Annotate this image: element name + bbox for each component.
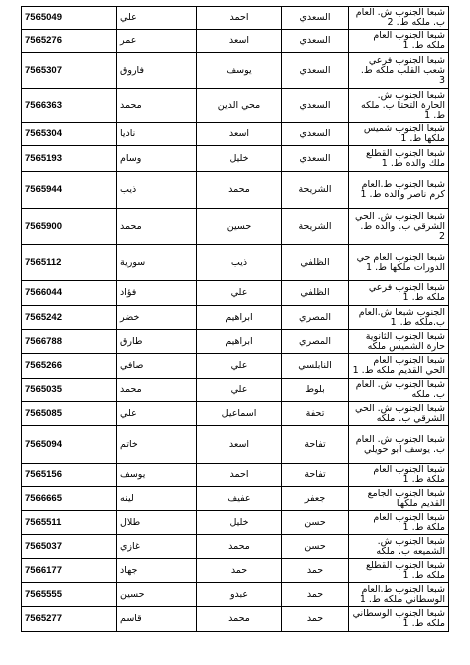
family-name-cell: تفاحة <box>282 426 349 464</box>
family-name-cell: الظلفي <box>282 245 349 281</box>
phone-cell: 7565037 <box>22 535 117 559</box>
phone-cell: 7565035 <box>22 379 117 402</box>
table-row <box>22 209 449 245</box>
first-name-cell: جهاد <box>117 559 197 583</box>
family-name-cell: السعدي <box>282 89 349 123</box>
phone-cell: 7566665 <box>22 487 117 511</box>
first-name-cell: يوسف <box>117 464 197 487</box>
phone-cell: 7565276 <box>22 30 117 53</box>
father-name-cell: خليل <box>197 511 282 535</box>
family-name-cell: السعدي <box>282 30 349 53</box>
father-name-cell: احمد <box>197 7 282 30</box>
address-cell: شبعا الجنوب الوسطاني ملكه ط. 1 <box>349 607 449 632</box>
address-cell: شبعا الجنوب العام ملكة ط. 1 <box>349 511 449 535</box>
family-name-cell: النابلسي <box>282 354 349 379</box>
father-name-cell: حسين <box>197 209 282 245</box>
address-cell: شبعا الجنوب العام ملكه ط. 1 <box>349 30 449 53</box>
phone-cell: 7566177 <box>22 559 117 583</box>
father-name-cell: ذيب <box>197 245 282 281</box>
address-cell: شبعا الجنوب القطلع ملكه ط. 1 <box>349 559 449 583</box>
phone-cell: 7565277 <box>22 607 117 632</box>
family-name-cell: جعفر <box>282 487 349 511</box>
table-row <box>22 379 449 402</box>
phone-cell: 7565266 <box>22 354 117 379</box>
table-row <box>22 123 449 146</box>
first-name-cell: سورية <box>117 245 197 281</box>
first-name-cell: غازي <box>117 535 197 559</box>
father-name-cell: محي الدين <box>197 89 282 123</box>
address-cell: شبعا الجنوب ش. الحي الشرقي ب. والده ط. 2 <box>349 209 449 245</box>
family-name-cell: السعدي <box>282 123 349 146</box>
family-name-cell: المصري <box>282 330 349 354</box>
family-name-cell: حمد <box>282 559 349 583</box>
family-name-cell: حمد <box>282 583 349 607</box>
father-name-cell: ابراهيم <box>197 306 282 330</box>
table-row <box>22 511 449 535</box>
table-row <box>22 330 449 354</box>
first-name-cell: محمد <box>117 209 197 245</box>
phone-cell: 7565094 <box>22 426 117 464</box>
family-name-cell: السعدي <box>282 146 349 172</box>
family-name-cell: تفاحة <box>282 464 349 487</box>
address-cell: شبعا الجنوب ش. الحي الشرقي ب. ملكه <box>349 402 449 426</box>
father-name-cell: خليل <box>197 146 282 172</box>
first-name-cell: ذيب <box>117 172 197 209</box>
first-name-cell: محمد <box>117 89 197 123</box>
family-name-cell: تحفة <box>282 402 349 426</box>
phone-cell: 7565304 <box>22 123 117 146</box>
address-cell: شبعا الجنوب العام ملكة ط. 1 <box>349 464 449 487</box>
table-row <box>22 53 449 89</box>
first-name-cell: طلال <box>117 511 197 535</box>
table-body <box>22 7 449 632</box>
table-row <box>22 281 449 306</box>
address-cell: شبعا الجنوب شميس ملكها ط. 1 <box>349 123 449 146</box>
address-cell: شبعا الجنوب ش. العام ب. يوسف ابو حويلي <box>349 426 449 464</box>
first-name-cell: طارق <box>117 330 197 354</box>
family-name-cell: حسن <box>282 535 349 559</box>
address-cell: شبعا الجنوب القطلع ملك والده ط. 1 <box>349 146 449 172</box>
father-name-cell: محمد <box>197 607 282 632</box>
address-cell: شبعا الجنوب فرعي شعب القلب ملكه ط. 3 <box>349 53 449 89</box>
father-name-cell: عفيف <box>197 487 282 511</box>
table-row <box>22 583 449 607</box>
address-cell: شبعا الجنوب ش. الشميعه ب. ملكه <box>349 535 449 559</box>
father-name-cell: احمد <box>197 464 282 487</box>
address-cell: شبعا الجنوب ش. العام ب. ملكه ط. 2 <box>349 7 449 30</box>
father-name-cell: اسعد <box>197 30 282 53</box>
address-cell: شبعا الجنوب الثانوية حارة الشميس ملكه <box>349 330 449 354</box>
father-name-cell: محمد <box>197 172 282 209</box>
table-row <box>22 354 449 379</box>
first-name-cell: لينه <box>117 487 197 511</box>
phone-cell: 7565307 <box>22 53 117 89</box>
subscriber-table <box>21 6 449 632</box>
phone-cell: 7565944 <box>22 172 117 209</box>
address-cell: شبعا الجنوب الجامع القديم ملكها <box>349 487 449 511</box>
father-name-cell: اسعد <box>197 426 282 464</box>
address-cell: شبعا الجنوب ط.العام الوسطاني ملكه ط. 1 <box>349 583 449 607</box>
table-row <box>22 306 449 330</box>
family-name-cell: الشريحة <box>282 209 349 245</box>
phone-cell: 7565085 <box>22 402 117 426</box>
first-name-cell: حسين <box>117 583 197 607</box>
father-name-cell: اسعد <box>197 123 282 146</box>
phone-cell: 7566044 <box>22 281 117 306</box>
family-name-cell: حسن <box>282 511 349 535</box>
first-name-cell: ناديا <box>117 123 197 146</box>
father-name-cell: علي <box>197 354 282 379</box>
table-row <box>22 7 449 30</box>
first-name-cell: وسام <box>117 146 197 172</box>
phone-cell: 7566788 <box>22 330 117 354</box>
first-name-cell: صافي <box>117 354 197 379</box>
phone-cell: 7565049 <box>22 7 117 30</box>
family-name-cell: بلوط <box>282 379 349 402</box>
table-row <box>22 426 449 464</box>
address-cell: شبعا الجنوب ط.العام كرم ناصر والده ط. 1 <box>349 172 449 209</box>
table-row <box>22 146 449 172</box>
father-name-cell: علي <box>197 379 282 402</box>
address-cell: الجنوب شبعا ش.العام ب.ملكه ط. 1 <box>349 306 449 330</box>
first-name-cell: خضر <box>117 306 197 330</box>
family-name-cell: المصري <box>282 306 349 330</box>
family-name-cell: الظلفي <box>282 281 349 306</box>
first-name-cell: علي <box>117 7 197 30</box>
father-name-cell: محمد <box>197 535 282 559</box>
father-name-cell: عبدو <box>197 583 282 607</box>
address-cell: شبعا الجنوب العام حي الدورات ملكها ط. 1 <box>349 245 449 281</box>
first-name-cell: فاروق <box>117 53 197 89</box>
first-name-cell: علي <box>117 402 197 426</box>
table-row <box>22 402 449 426</box>
phone-cell: 7566363 <box>22 89 117 123</box>
first-name-cell: عمر <box>117 30 197 53</box>
family-name-cell: الشريحة <box>282 172 349 209</box>
phone-cell: 7565900 <box>22 209 117 245</box>
table-row <box>22 487 449 511</box>
table-row <box>22 245 449 281</box>
phone-cell: 7565555 <box>22 583 117 607</box>
first-name-cell: خاتم <box>117 426 197 464</box>
father-name-cell: اسماعيل <box>197 402 282 426</box>
table-row <box>22 172 449 209</box>
table-row <box>22 559 449 583</box>
first-name-cell: فؤاد <box>117 281 197 306</box>
table-row <box>22 89 449 123</box>
table-row <box>22 535 449 559</box>
phone-cell: 7565193 <box>22 146 117 172</box>
address-cell: شبعا الجنوب ش. العام ب. ملكه <box>349 379 449 402</box>
father-name-cell: ابراهيم <box>197 330 282 354</box>
family-name-cell: حمد <box>282 607 349 632</box>
address-cell: شبعا الجنوب فرعي ملكه ط. 1 <box>349 281 449 306</box>
table-row <box>22 464 449 487</box>
address-cell: شبعا الجنوب العام الحي القديم ملكه ط. 1 <box>349 354 449 379</box>
father-name-cell: حمد <box>197 559 282 583</box>
phone-cell: 7565511 <box>22 511 117 535</box>
first-name-cell: محمد <box>117 379 197 402</box>
father-name-cell: علي <box>197 281 282 306</box>
table-row <box>22 30 449 53</box>
family-name-cell: السعدي <box>282 53 349 89</box>
phone-cell: 7565156 <box>22 464 117 487</box>
address-cell: شبعا الجنوب ش. الحارة التحتا ب. ملكه ط. 1 <box>349 89 449 123</box>
table-row <box>22 607 449 632</box>
father-name-cell: يوسف <box>197 53 282 89</box>
phone-cell: 7565112 <box>22 245 117 281</box>
phone-cell: 7565242 <box>22 306 117 330</box>
family-name-cell: السعدي <box>282 7 349 30</box>
first-name-cell: قاسم <box>117 607 197 632</box>
